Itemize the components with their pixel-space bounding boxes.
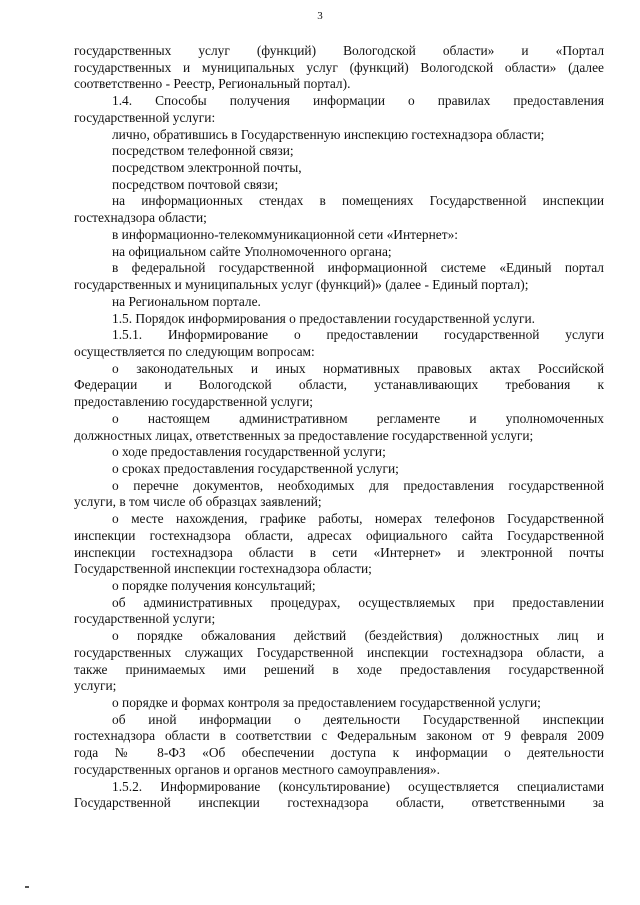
text-line: инспекции гостехнадзора области в сети «Интернет» и электронной почты <box>74 544 604 560</box>
text-line: государственной услуги: <box>74 109 216 125</box>
text-line: государственных и муниципальных услуг (функций) Вологодской области» (далее <box>74 59 604 75</box>
text-line: лично, обратившись в Государственную инспекцию гостехнадзора области; <box>112 126 545 142</box>
text-line: услуги; <box>74 678 117 694</box>
text-line: о порядке и формах контроля за предоставлением государственной услуги; <box>112 695 541 711</box>
text-line: гостехнадзора области в соответствии с Федеральным законом от 9 февраля 2009 <box>74 728 604 744</box>
text-line: посредством электронной почты, <box>112 160 302 176</box>
text-line: соответственно - Реестр, Региональный портал). <box>74 76 351 92</box>
text-line: также принимаемых ими решений в ходе предоставления государственной <box>74 661 604 677</box>
document-body <box>74 43 604 812</box>
text-line: государственной услуги; <box>74 611 216 627</box>
text-line: на информационных стендах в помещениях Государственной инспекции <box>112 193 604 209</box>
text-line: в информационно-телекоммуникационной сети «Интернет»: <box>112 226 458 242</box>
text-line: государственных услуг (функций) Вологодской области» и «Портал <box>74 43 604 58</box>
text-line: о настоящем административном регламенте и уполномоченных <box>112 410 604 426</box>
text-line: в федеральной государственной информационной системе «Единый портал <box>112 260 604 276</box>
text-line: Федерации и Вологодской области, устанавливающих требования к <box>74 377 604 393</box>
text-line: гостехнадзора области; <box>74 210 207 226</box>
text-line: должностных лицах, ответственных за предоставление государственной услуги; <box>74 427 534 443</box>
text-line: о сроках предоставления государственной услуги; <box>112 460 399 476</box>
text-line: инспекции гостехнадзора области, адресах официального сайта Государственной <box>74 527 604 543</box>
text-line: 1.4. Способы получения информации о правилах предоставления <box>112 93 604 109</box>
text-line: о месте нахождения, графике работы, номерах телефонов Государственной <box>112 511 604 527</box>
text-line: 1.5. Порядок информирования о предоставлении государственной услуги. <box>112 310 536 326</box>
text-line: об иной информации о деятельности Государственной инспекции <box>112 711 604 727</box>
page-number: 3 <box>317 10 323 22</box>
text-line: о порядке получения консультаций; <box>112 578 316 593</box>
text-line: о порядке обжалования действий (бездействия) должностных лиц и <box>112 628 604 644</box>
text-line: 1.5.1. Информирование о предоставлении государственной услуги <box>112 327 604 343</box>
text-line: Государственной инспекции гостехнадзора области; <box>74 561 372 577</box>
text-line: посредством почтовой связи; <box>112 176 279 192</box>
text-line: государственных служащих Государственной инспекции гостехнадзора области, а <box>74 644 604 660</box>
text-line: государственных органов и органов местного самоуправления». <box>74 761 440 777</box>
text-line: предоставлению государственной услуги; <box>74 394 314 410</box>
text-line: услуги, в том числе об образцах заявлений; <box>74 494 322 510</box>
text-line: о ходе предоставления государственной услуги; <box>112 444 386 460</box>
text-line: о перечне документов, необходимых для предоставления государственной <box>112 477 604 493</box>
text-line: об административных процедурах, осуществляемых при предоставлении <box>112 594 604 610</box>
text-line: 1.5.2. Информирование (консультирование) осуществляется специалистами <box>112 778 604 794</box>
text-line: посредством телефонной связи; <box>112 143 294 159</box>
text-line: о законодательных и иных нормативных правовых актах Российской <box>112 360 604 376</box>
text-line: года № 8-ФЗ «Об обеспечении доступа к информации о деятельности <box>74 745 604 761</box>
text-line: Государственной инспекции гостехнадзора области, ответственными за <box>74 795 604 811</box>
text-line: на официальном сайте Уполномоченного органа; <box>112 243 392 259</box>
scan-mark <box>25 886 29 888</box>
text-line: государственных и муниципальных услуг (функций)» (далее - Единый портал); <box>74 277 529 293</box>
text-line: на Региональном портале. <box>112 293 261 309</box>
text-line: осуществляется по следующим вопросам: <box>74 343 315 359</box>
